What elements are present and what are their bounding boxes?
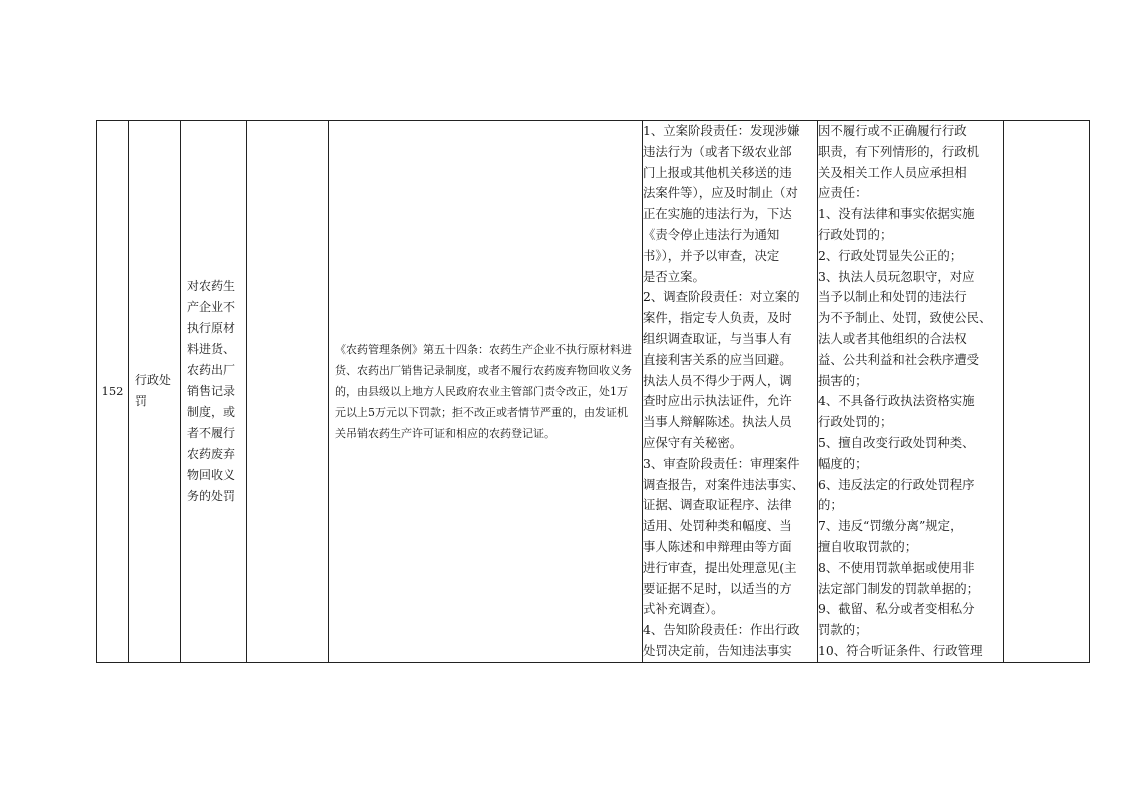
row-number: 152	[101, 384, 124, 399]
responsibility-line: 《责令停止违法行为通知	[643, 226, 780, 242]
sub-item-cell	[247, 121, 329, 663]
responsibility-line: 法案件等），应及时制止（对	[643, 185, 798, 201]
accountability-line: 行政处罚的；	[818, 414, 893, 430]
item-name-text: 对农药生产企业不执行原材料进货、农药出厂销售记录制度，或者不履行农药废弃物回收义务的处罚	[187, 278, 236, 503]
accountability-line: 擅自收取罚款的；	[818, 538, 918, 554]
responsibility-line: 2、调查阶段责任：对立案的	[643, 289, 800, 305]
accountability-line: 3、执法人员玩忽职守，对应	[818, 268, 975, 284]
responsibility-line: 调查报告，对案件违法事实、	[643, 476, 805, 492]
responsibility-line: 4、告知阶段责任：作出行政	[643, 622, 800, 638]
remarks-cell	[1004, 121, 1090, 663]
responsibility-line: 证据、调查取证程序、法律	[643, 497, 792, 513]
responsibility-line: 是否立案。	[643, 268, 705, 284]
accountability-line: 幅度的；	[818, 455, 868, 471]
responsibility-line: 当事人辩解陈述。执法人员	[643, 414, 792, 430]
accountability-line: 因不履行或不正确履行行政	[818, 123, 967, 138]
responsibility-line: 3、审查阶段责任：审理案件	[643, 455, 800, 471]
responsibility-line: 进行审查，提出处理意见(主	[643, 559, 797, 575]
category-cell	[129, 121, 181, 663]
accountability-line: 的；	[818, 497, 843, 513]
accountability-line: 1、没有法律和事实依据实施	[818, 206, 975, 222]
responsibility-line: 式补充调查）。	[643, 601, 724, 617]
accountability-line: 2、行政处罚显失公正的；	[818, 247, 963, 263]
responsibility-line: 处罚决定前，告知违法事实	[643, 642, 792, 658]
accountability-line: 4、不具备行政执法资格实施	[818, 393, 975, 409]
responsibility-line: 直接利害关系的应当回避。	[643, 351, 792, 367]
legal-basis-cell	[329, 121, 643, 663]
responsibilities-cell	[643, 121, 818, 663]
responsibility-line: 应保守有关秘密。	[643, 434, 743, 450]
responsibility-line: 案件，指定专人负责，及时	[643, 310, 792, 326]
row-number-cell	[97, 121, 129, 663]
legal-basis-text: 《农药管理条例》第五十四条：农药生产企业不执行原材料进货、农药出厂销售记录制度，或者不履行农药废弃物回收义务的，由县级以上地方人民政府农业主管部门责令改正，处1万元以上5万元以下罚款；拒不改正或者情节严重的，由发证机关吊销农药生产许可证和相应的农药登记证。	[335, 342, 632, 440]
accountability-line: 为不予制止、处罚，致使公民、	[818, 310, 992, 326]
accountability-line: 10、符合听证条件、行政管理	[818, 642, 983, 658]
accountability-line: 6、违反法定的行政处罚程序	[818, 476, 975, 492]
accountability-line: 法人或者其他组织的合法权	[818, 330, 967, 346]
accountability-line: 9、截留、私分或者变相私分	[818, 601, 975, 617]
accountability-line: 职责，有下列情形的，行政机	[818, 143, 980, 159]
accountability-line: 应责任：	[818, 185, 868, 201]
accountability-line: 法定部门制发的罚款单据的；	[818, 580, 980, 596]
responsibility-line: 书》），并予以审查，决定	[643, 247, 780, 263]
accountability-line: 损害的；	[818, 372, 868, 388]
responsibility-line: 查时应出示执法证件，允许	[643, 393, 792, 409]
table-row	[97, 121, 1090, 663]
responsibility-line: 违法行为（或者下级农业部	[643, 143, 792, 159]
item-name-cell	[181, 121, 247, 663]
accountability-line: 7、违反“罚缴分离”规定，	[818, 518, 963, 534]
accountability-line: 8、不使用罚款单据或使用非	[818, 559, 975, 575]
responsibility-line: 正在实施的违法行为，下达	[643, 206, 792, 222]
accountability-cell	[818, 121, 1004, 663]
responsibility-line: 适用、处罚种类和幅度、当	[643, 518, 792, 534]
responsibility-line: 要证据不足时，以适当的方	[643, 580, 792, 596]
power-list-table	[96, 120, 1090, 663]
accountability-line: 行政处罚的；	[818, 226, 893, 242]
responsibility-line: 门上报或其他机关移送的违	[643, 164, 792, 180]
responsibility-line: 执法人员不得少于两人，调	[643, 372, 792, 388]
accountability-line: 益、公共利益和社会秩序遭受	[818, 351, 980, 367]
accountability-line: 5、擅自改变行政处罚种类、	[818, 434, 975, 450]
accountability-line: 罚款的；	[818, 622, 868, 638]
responsibility-line: 组织调查取证，与当事人有	[643, 330, 792, 346]
responsibility-line: 1、立案阶段责任：发现涉嫌	[643, 123, 800, 138]
responsibility-line: 事人陈述和申辩理由等方面	[643, 538, 792, 554]
category-text: 行政处罚	[135, 373, 172, 409]
accountability-line: 关及相关工作人员应承担相	[818, 164, 967, 180]
accountability-line: 当予以制止和处罚的违法行	[818, 289, 967, 305]
